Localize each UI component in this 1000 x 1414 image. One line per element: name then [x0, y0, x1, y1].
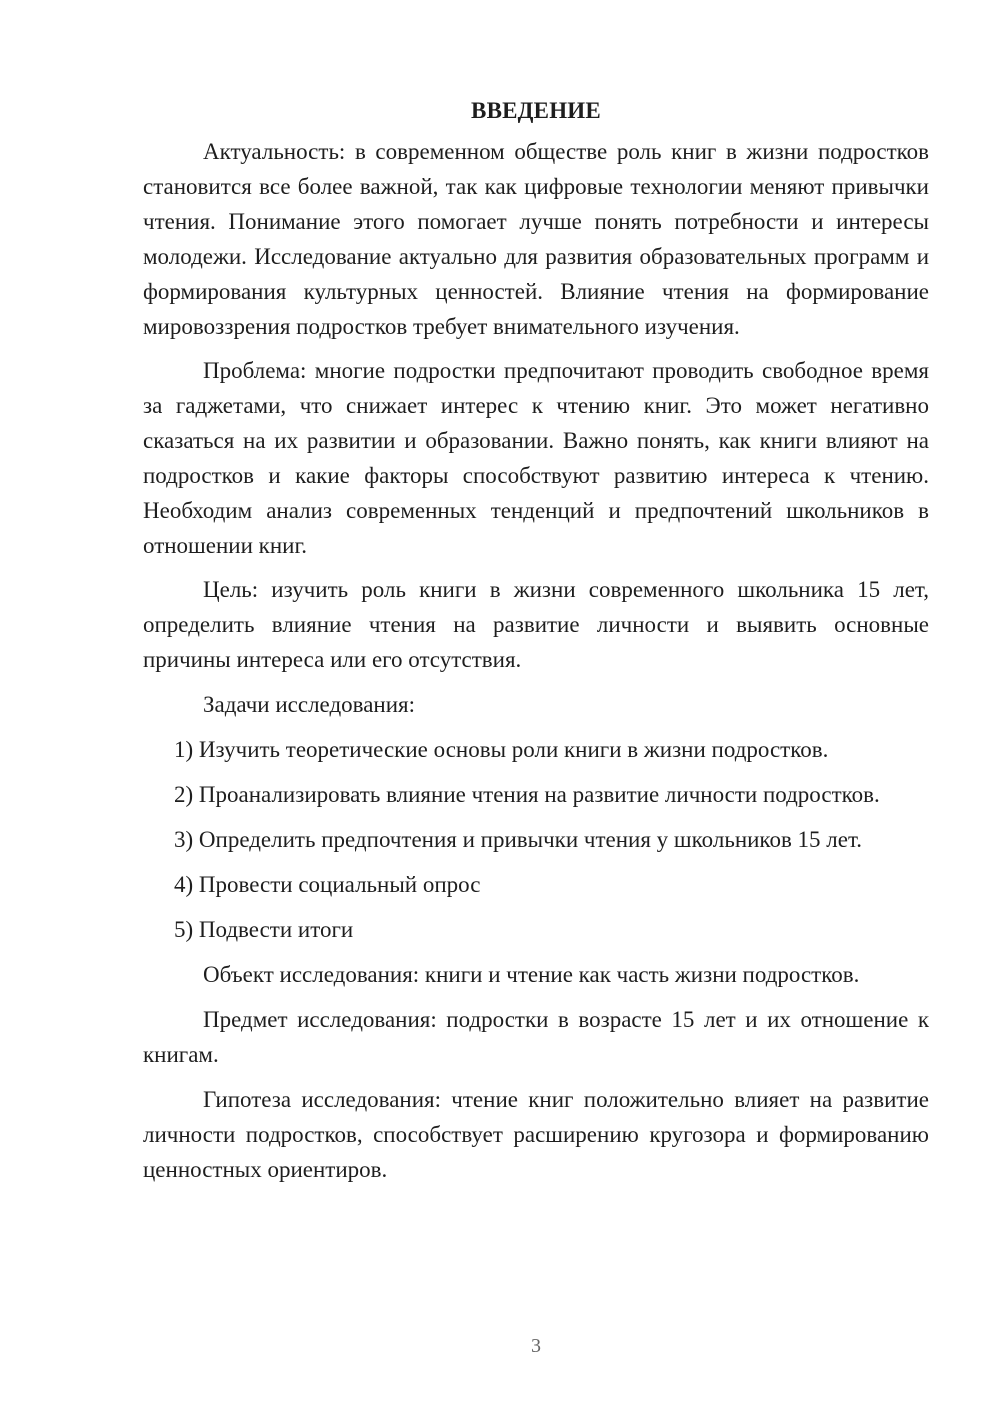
- task-item-2: 2) Проанализировать влияние чтения на развитие личности подростков.: [174, 782, 880, 807]
- page-number: 3: [531, 1335, 541, 1357]
- relevance-paragraph: Актуальность: в современном обществе роль книг в жизни подростков становится все более важной, так как цифровые технологии меняют привычки чтения. Понимание этого помогает лучше понять потребности и интересы молодежи. Исследование актуально для развития образовательных программ и формирования культурных ценностей. Влияние чтения на формирование мировоззрения подростков требует внимательного изучения.: [143, 139, 929, 339]
- task-item-5: 5) Подвести итоги: [174, 917, 354, 942]
- tasks-title: Задачи исследования:: [203, 692, 416, 717]
- problem-paragraph: Проблема: многие подростки предпочитают проводить свободное время за гаджетами, что снижает интерес к чтению книг. Это может негативно сказаться на их развитии и образовании. Важно понять, как книги влияют на подростков и какие факторы способствуют развитию интереса к чтению. Необходим анализ современных тенденций и предпочтений школьников в отношении книг.: [143, 358, 929, 558]
- page-content: [143, 96, 929, 1187]
- object-paragraph: Объект исследования: книги и чтение как часть жизни подростков.: [203, 962, 860, 987]
- subject-paragraph: Предмет исследования: подростки в возрасте 15 лет и их отношение к книгам.: [143, 1007, 929, 1067]
- hypothesis-paragraph: Гипотеза исследования: чтение книг положительно влияет на развитие личности подростков, способствует расширению кругозора и формированию ценностных ориентиров.: [143, 1087, 929, 1182]
- task-item-4: 4) Провести социальный опрос: [174, 872, 481, 897]
- section-heading: ВВЕДЕНИЕ: [471, 98, 601, 123]
- task-item-3: 3) Определить предпочтения и привычки чтения у школьников 15 лет.: [174, 827, 863, 852]
- goal-paragraph: Цель: изучить роль книги в жизни современного школьника 15 лет, определить влияние чтения на развитие личности и выявить основные причины интереса или его отсутствия.: [143, 577, 929, 672]
- task-item-1: 1) Изучить теоретические основы роли книги в жизни подростков.: [174, 737, 829, 762]
